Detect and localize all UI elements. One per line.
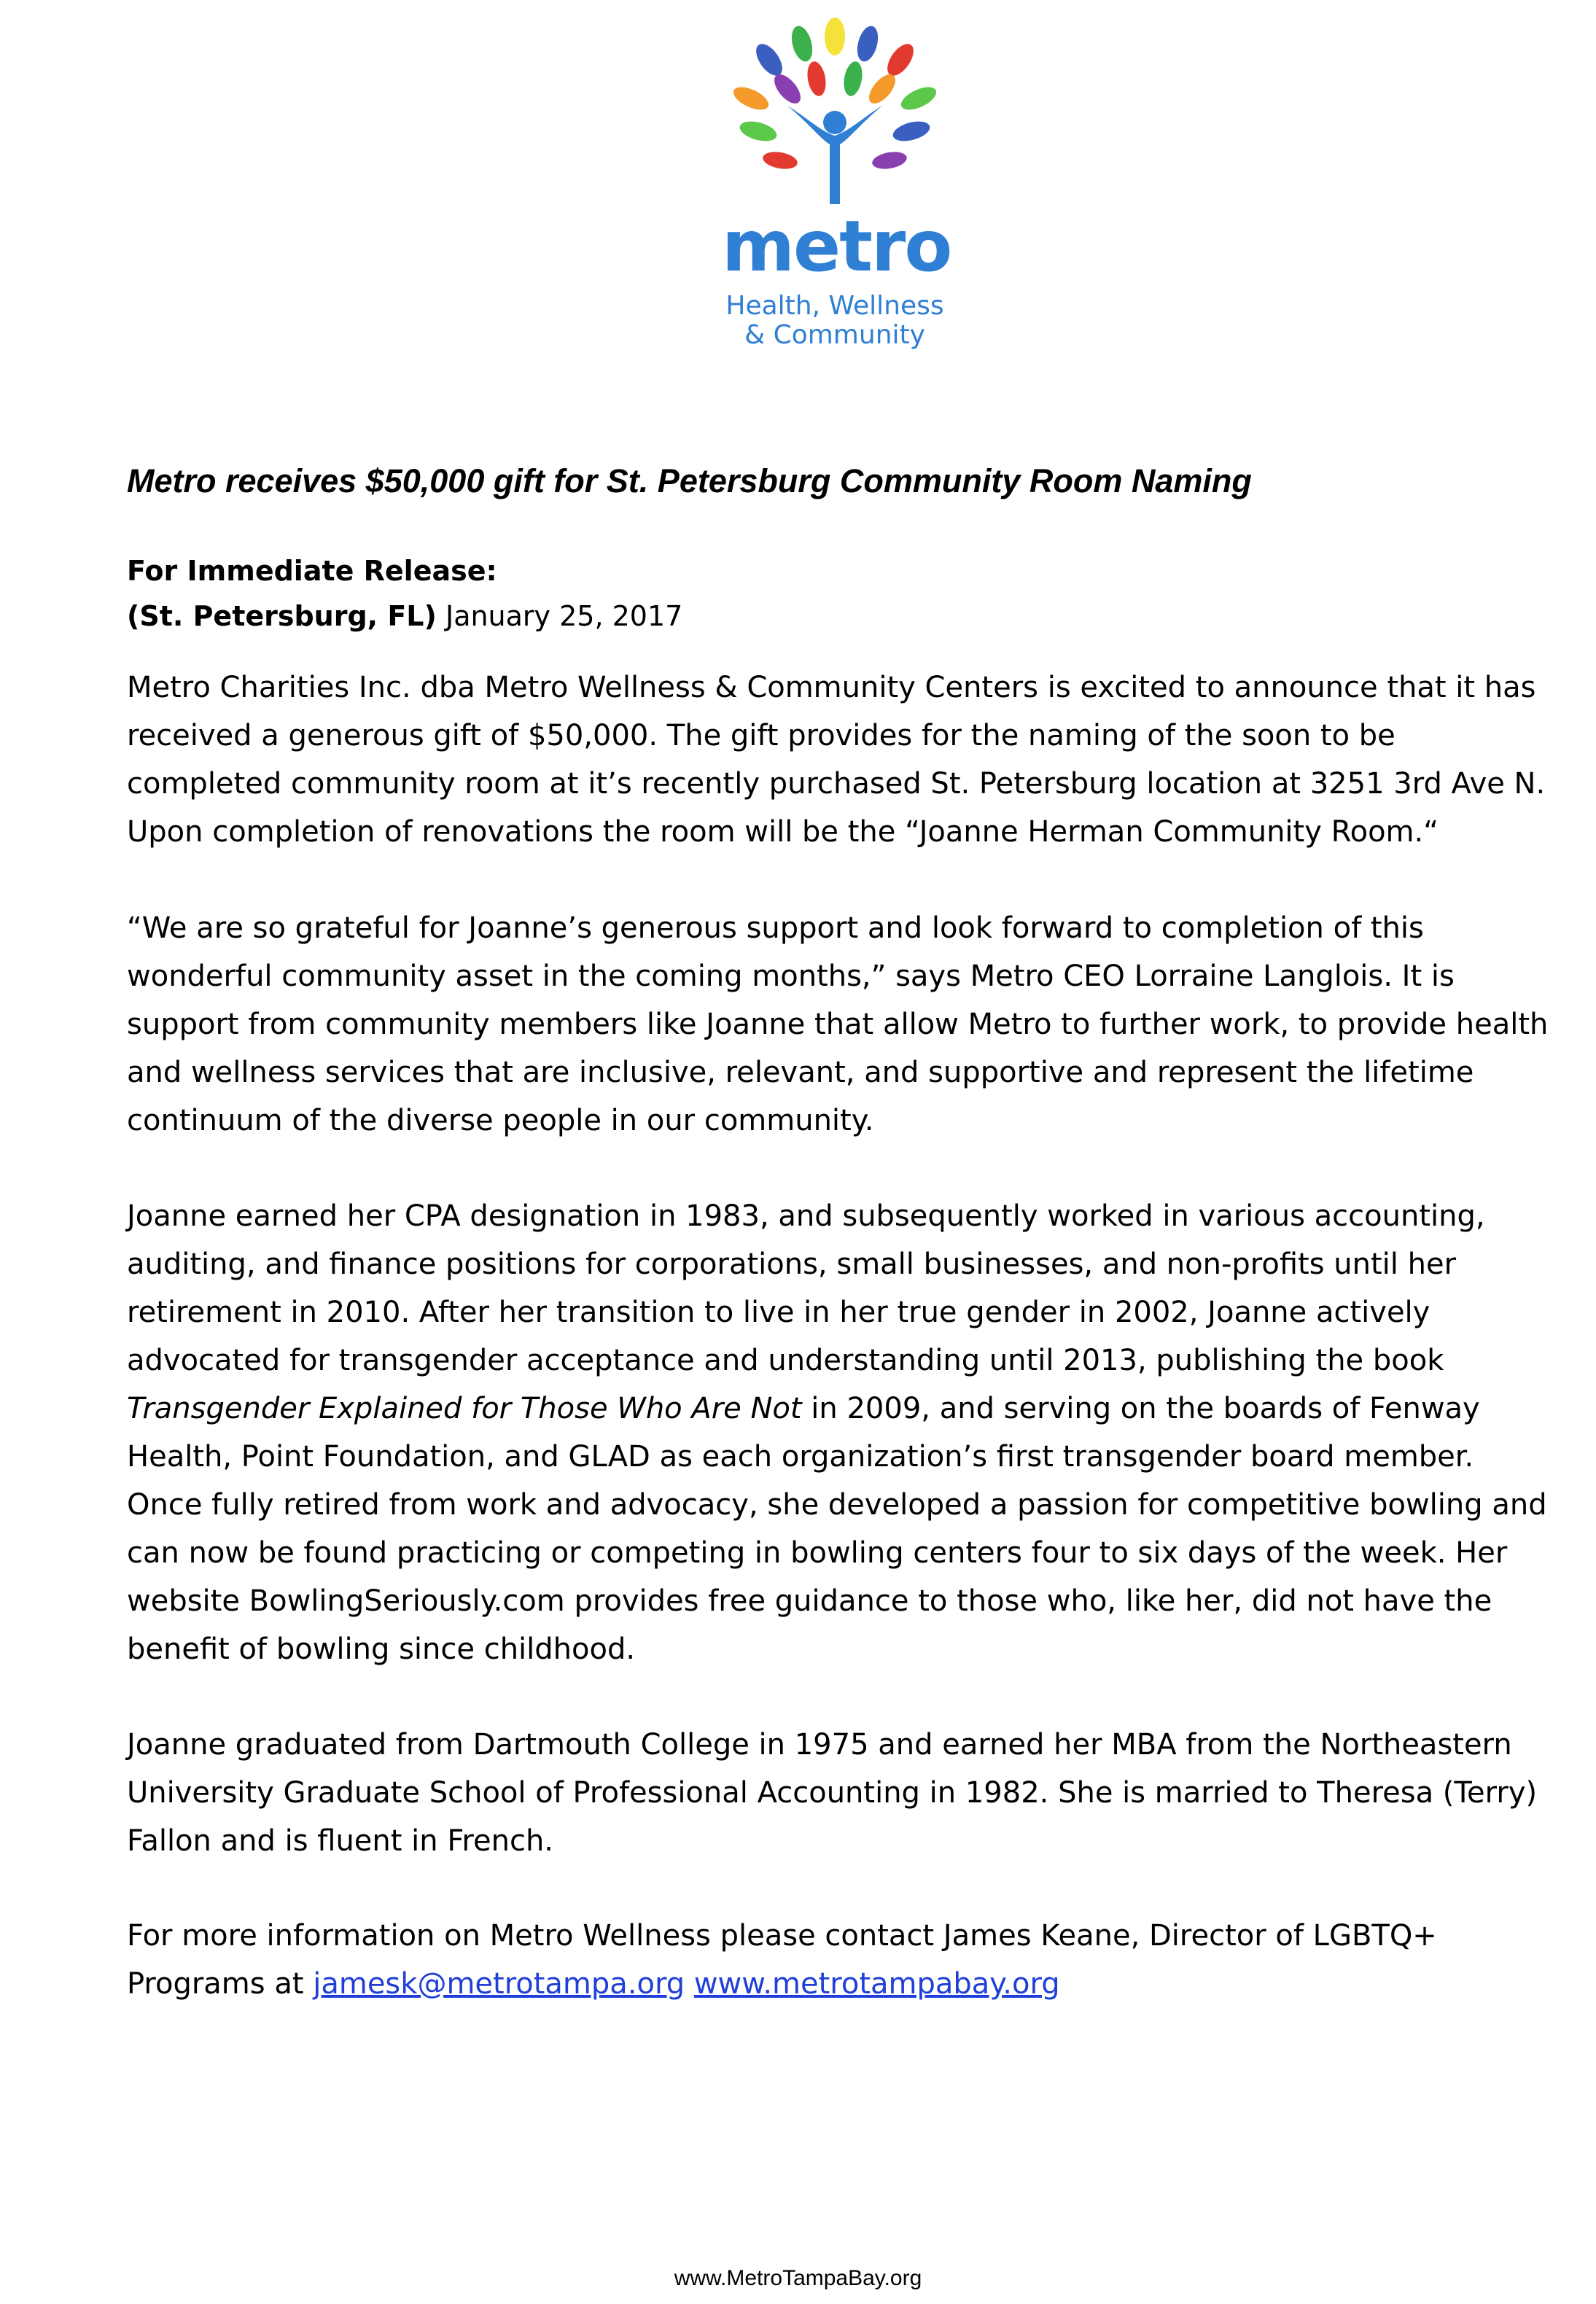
logo-tagline-line1: Health, Wellness — [725, 291, 944, 321]
contact-text: For more information on Metro Wellness please contact James Keane, Director of LGBTQ+ Programs at — [127, 1919, 1437, 2001]
release-label: For Immediate Release: — [127, 555, 497, 587]
logo-tagline — [715, 292, 955, 350]
bio-text-part1: Joanne earned her CPA designation in 1983, and subsequently worked in various accounting, auditing, and finance positions for corporations, small businesses, and non-profits until her retirement in 2010. After her transition to live in her true gender in 2002, Joanne actively advocated for transgender acceptance and understanding until 2013, publishing the book — [127, 1199, 1485, 1377]
release-date: January 25, 2017 — [445, 600, 683, 632]
paragraph-education: Joanne graduated from Dartmouth College in 1975 and earned her MBA from the Northeastern University Graduate School of Professional Accounting in 1982. She is married to Theresa (Terry) Fallon and is fluent in French. — [127, 1728, 1538, 1858]
tree-person-icon — [700, 15, 970, 211]
logo-wordmark: metro — [722, 206, 951, 287]
bio-text-part2: in 2009, and serving on the boards of Fenway Health, Point Foundation, and GLAD as each organization’s first transgender board member. Once fully retired from work and advocacy, she developed a passion for competitive bowling and can now be found practicing or competing in bowling centers four to six days of the week. Her website BowlingSeriously.com provides free guidance to those who, like her, did not have the benefit of bowling since childhood. — [127, 1392, 1547, 1666]
metro-logo — [700, 15, 970, 350]
paragraph-quote: “We are so grateful for Joanne’s generous support and look forward to completion of this wonderful community asset in the coming months,” says Metro CEO Lorraine Langlois. It is support from community members like Joanne that allow Metro to further work, to provide health and wellness services that are inclusive, relevant, and supportive and represent the lifetime continuum of the diverse people in our community. — [127, 911, 1549, 1137]
footer-website: www.MetroTampaBay.org — [674, 2266, 922, 2290]
book-title: Transgender Explained for Those Who Are Not — [127, 1392, 802, 1425]
paragraph-announcement: Metro Charities Inc. dba Metro Wellness & Community Centers is excited to announce that it has received a generous gift of $50,000. The gift provides for the naming of the soon to be completed community room at it’s recently purchased St. Petersburg location at 3251 3rd Ave N. Upon completion of renovations the room will be the “Joanne Herman Community Room.“ — [127, 671, 1546, 849]
paragraph-contact — [127, 1912, 1556, 2008]
website-link[interactable]: www.metrotampabay.org — [693, 1967, 1060, 2001]
logo-tagline-line2: & Community — [744, 320, 925, 350]
paragraph-biography — [127, 1192, 1556, 1673]
release-info — [127, 548, 1556, 639]
email-link[interactable]: jamesk@metrotampa.org — [313, 1967, 685, 2001]
press-release-headline: Metro receives $50,000 gift for St. Petersburg Community Room Naming — [127, 462, 1252, 499]
release-location: (St. Petersburg, FL) — [127, 600, 437, 632]
